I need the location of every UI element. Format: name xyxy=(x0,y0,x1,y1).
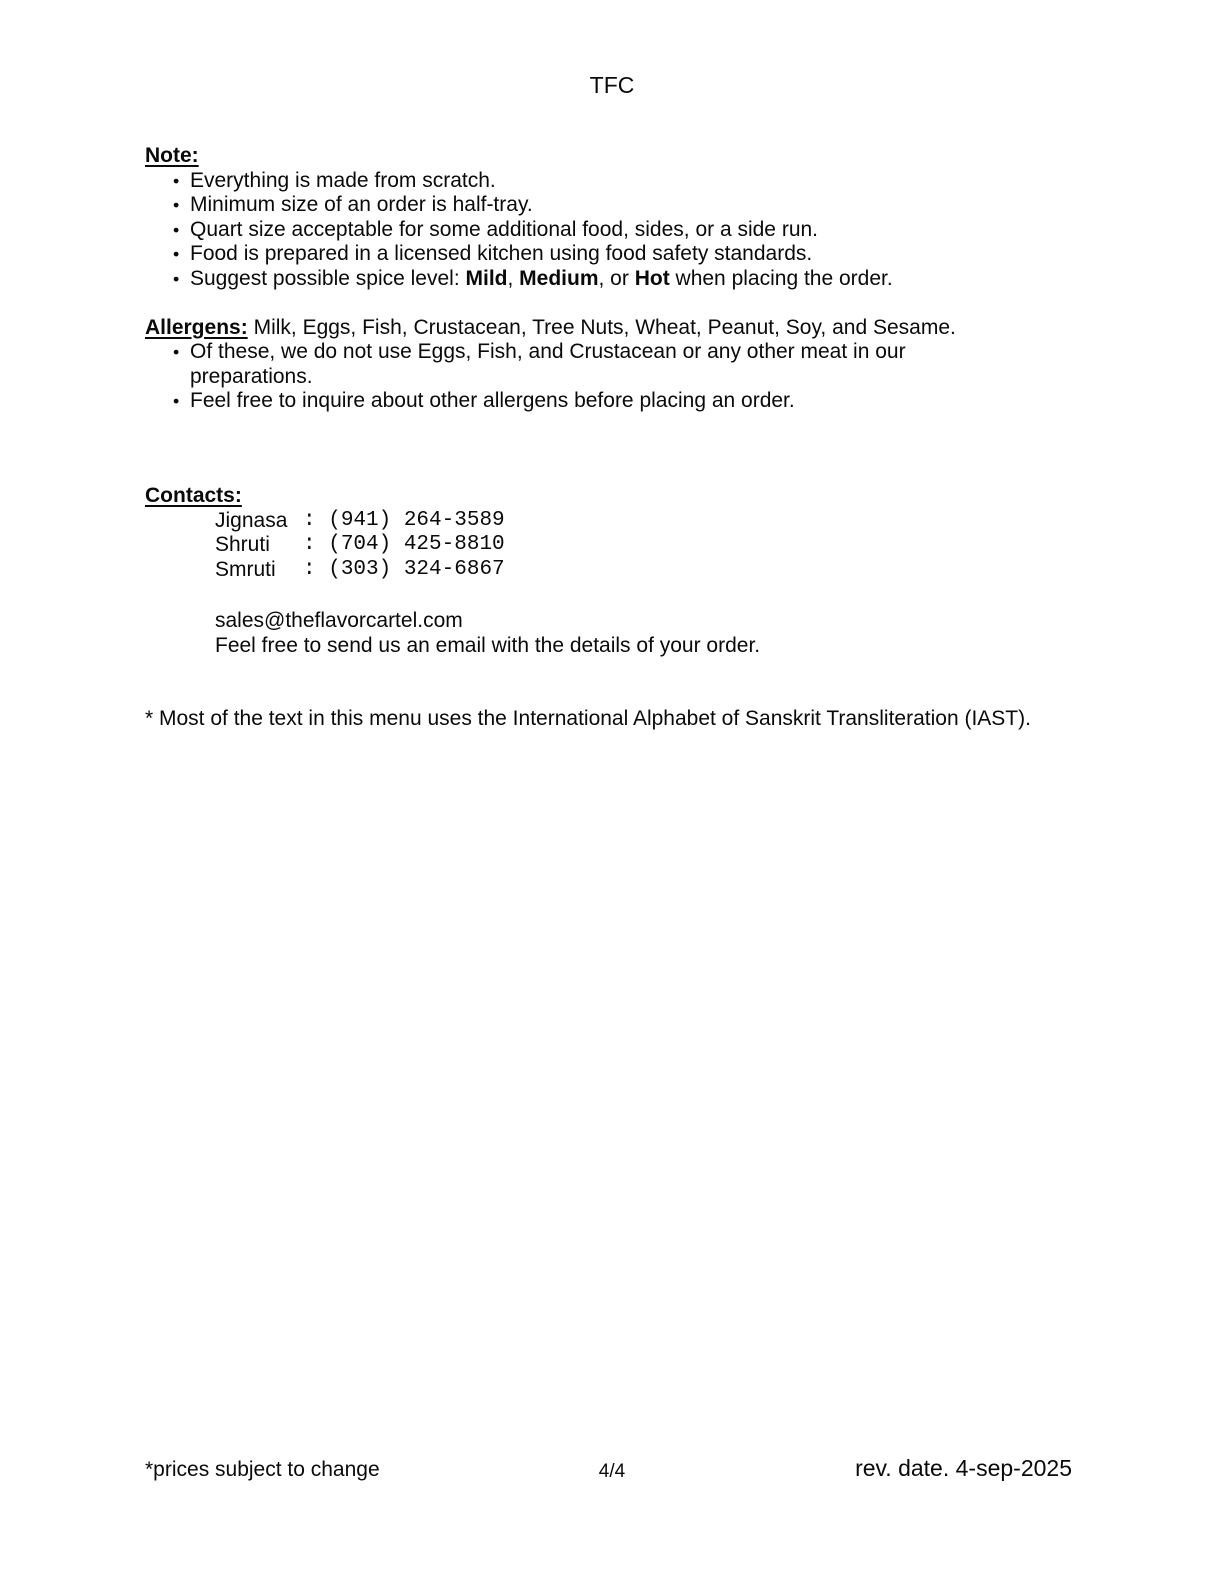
contact-name: Shruti xyxy=(215,533,270,557)
spice-suffix: when placing the order. xyxy=(669,266,893,290)
contact-phone-number: (303) 324-6867 xyxy=(328,557,505,581)
contact-phone xyxy=(303,558,505,583)
contacts-heading-row xyxy=(145,484,1084,509)
note-heading-row xyxy=(145,144,1084,169)
spice-sep2: , or xyxy=(598,266,635,290)
spice-medium: Medium xyxy=(519,266,599,290)
note-bullet-3 xyxy=(145,218,1084,243)
contact-separator: : xyxy=(303,533,316,557)
note-bullet-2 xyxy=(145,193,1084,218)
note-bullet-2-text: Minimum size of an order is half-tray. xyxy=(190,193,533,217)
spice-sep1: , xyxy=(507,266,520,290)
contact-row-jignasa xyxy=(215,509,1084,534)
note-heading: Note: xyxy=(145,144,199,167)
contact-phone-number: (704) 425-8810 xyxy=(328,533,505,557)
spice-hot: Hot xyxy=(634,266,670,290)
contact-row-smruti xyxy=(215,558,1084,583)
contact-email: sales@theflavorcartel.com xyxy=(215,609,463,633)
contact-separator: : xyxy=(303,557,316,581)
note-bullet-1 xyxy=(145,169,1084,194)
footer-page-number: 4/4 xyxy=(598,1461,626,1482)
contact-phone xyxy=(303,533,505,558)
iast-footnote: * Most of the text in this menu uses the International Alphabet of Sanskrit Transliteration (IAST). xyxy=(145,706,1031,730)
contact-email-note: Feel free to send us an email with the details of your order. xyxy=(215,633,761,657)
contact-name: Smruti xyxy=(215,557,276,581)
note-bullet-1-text: Everything is made from scratch. xyxy=(190,168,496,192)
contacts-heading: Contacts: xyxy=(145,483,242,507)
note-bullet-4-text: Food is prepared in a licensed kitchen using food safety standards. xyxy=(190,242,813,266)
contact-name: Jignasa xyxy=(215,508,288,532)
allergens-bullet-2 xyxy=(145,389,1084,414)
spice-mild: Mild xyxy=(465,266,508,290)
allergens-heading: Allergens: xyxy=(145,315,248,339)
page-footer xyxy=(0,1456,1224,1486)
note-bullet-4 xyxy=(145,242,1084,267)
note-bullet-spice-text xyxy=(190,267,893,290)
contact-list xyxy=(215,509,1084,583)
contact-phone xyxy=(303,509,505,534)
contact-phone-number: (941) 264-3589 xyxy=(328,508,505,532)
contact-separator: : xyxy=(303,508,316,532)
contacts-section xyxy=(145,484,1084,659)
note-bullet-spice xyxy=(145,267,1084,292)
allergens-section xyxy=(145,316,1084,414)
spice-prefix: Suggest possible spice level: xyxy=(190,266,466,290)
note-section xyxy=(145,144,1084,292)
contact-row-shruti xyxy=(215,533,1084,558)
allergens-list: Milk, Eggs, Fish, Crustacean, Tree Nuts, Wheat, Peanut, Soy, and Sesame. xyxy=(253,315,956,339)
allergens-bullet-1 xyxy=(145,340,1084,389)
allergens-bullet-1-text: Of these, we do not use Eggs, Fish, and Crustacean or any other meat in our preparations. xyxy=(190,340,906,388)
page-title: TFC xyxy=(589,72,635,98)
note-bullet-3-text: Quart size acceptable for some additional food, sides, or a side run. xyxy=(190,217,819,241)
footer-revision-date: rev. date. 4-sep-2025 xyxy=(855,1455,1072,1481)
allergens-bullet-2-text: Feel free to inquire about other allergens before placing an order. xyxy=(190,389,795,413)
footer-prices-note: *prices subject to change xyxy=(145,1458,380,1481)
allergens-heading-row xyxy=(145,316,1084,341)
